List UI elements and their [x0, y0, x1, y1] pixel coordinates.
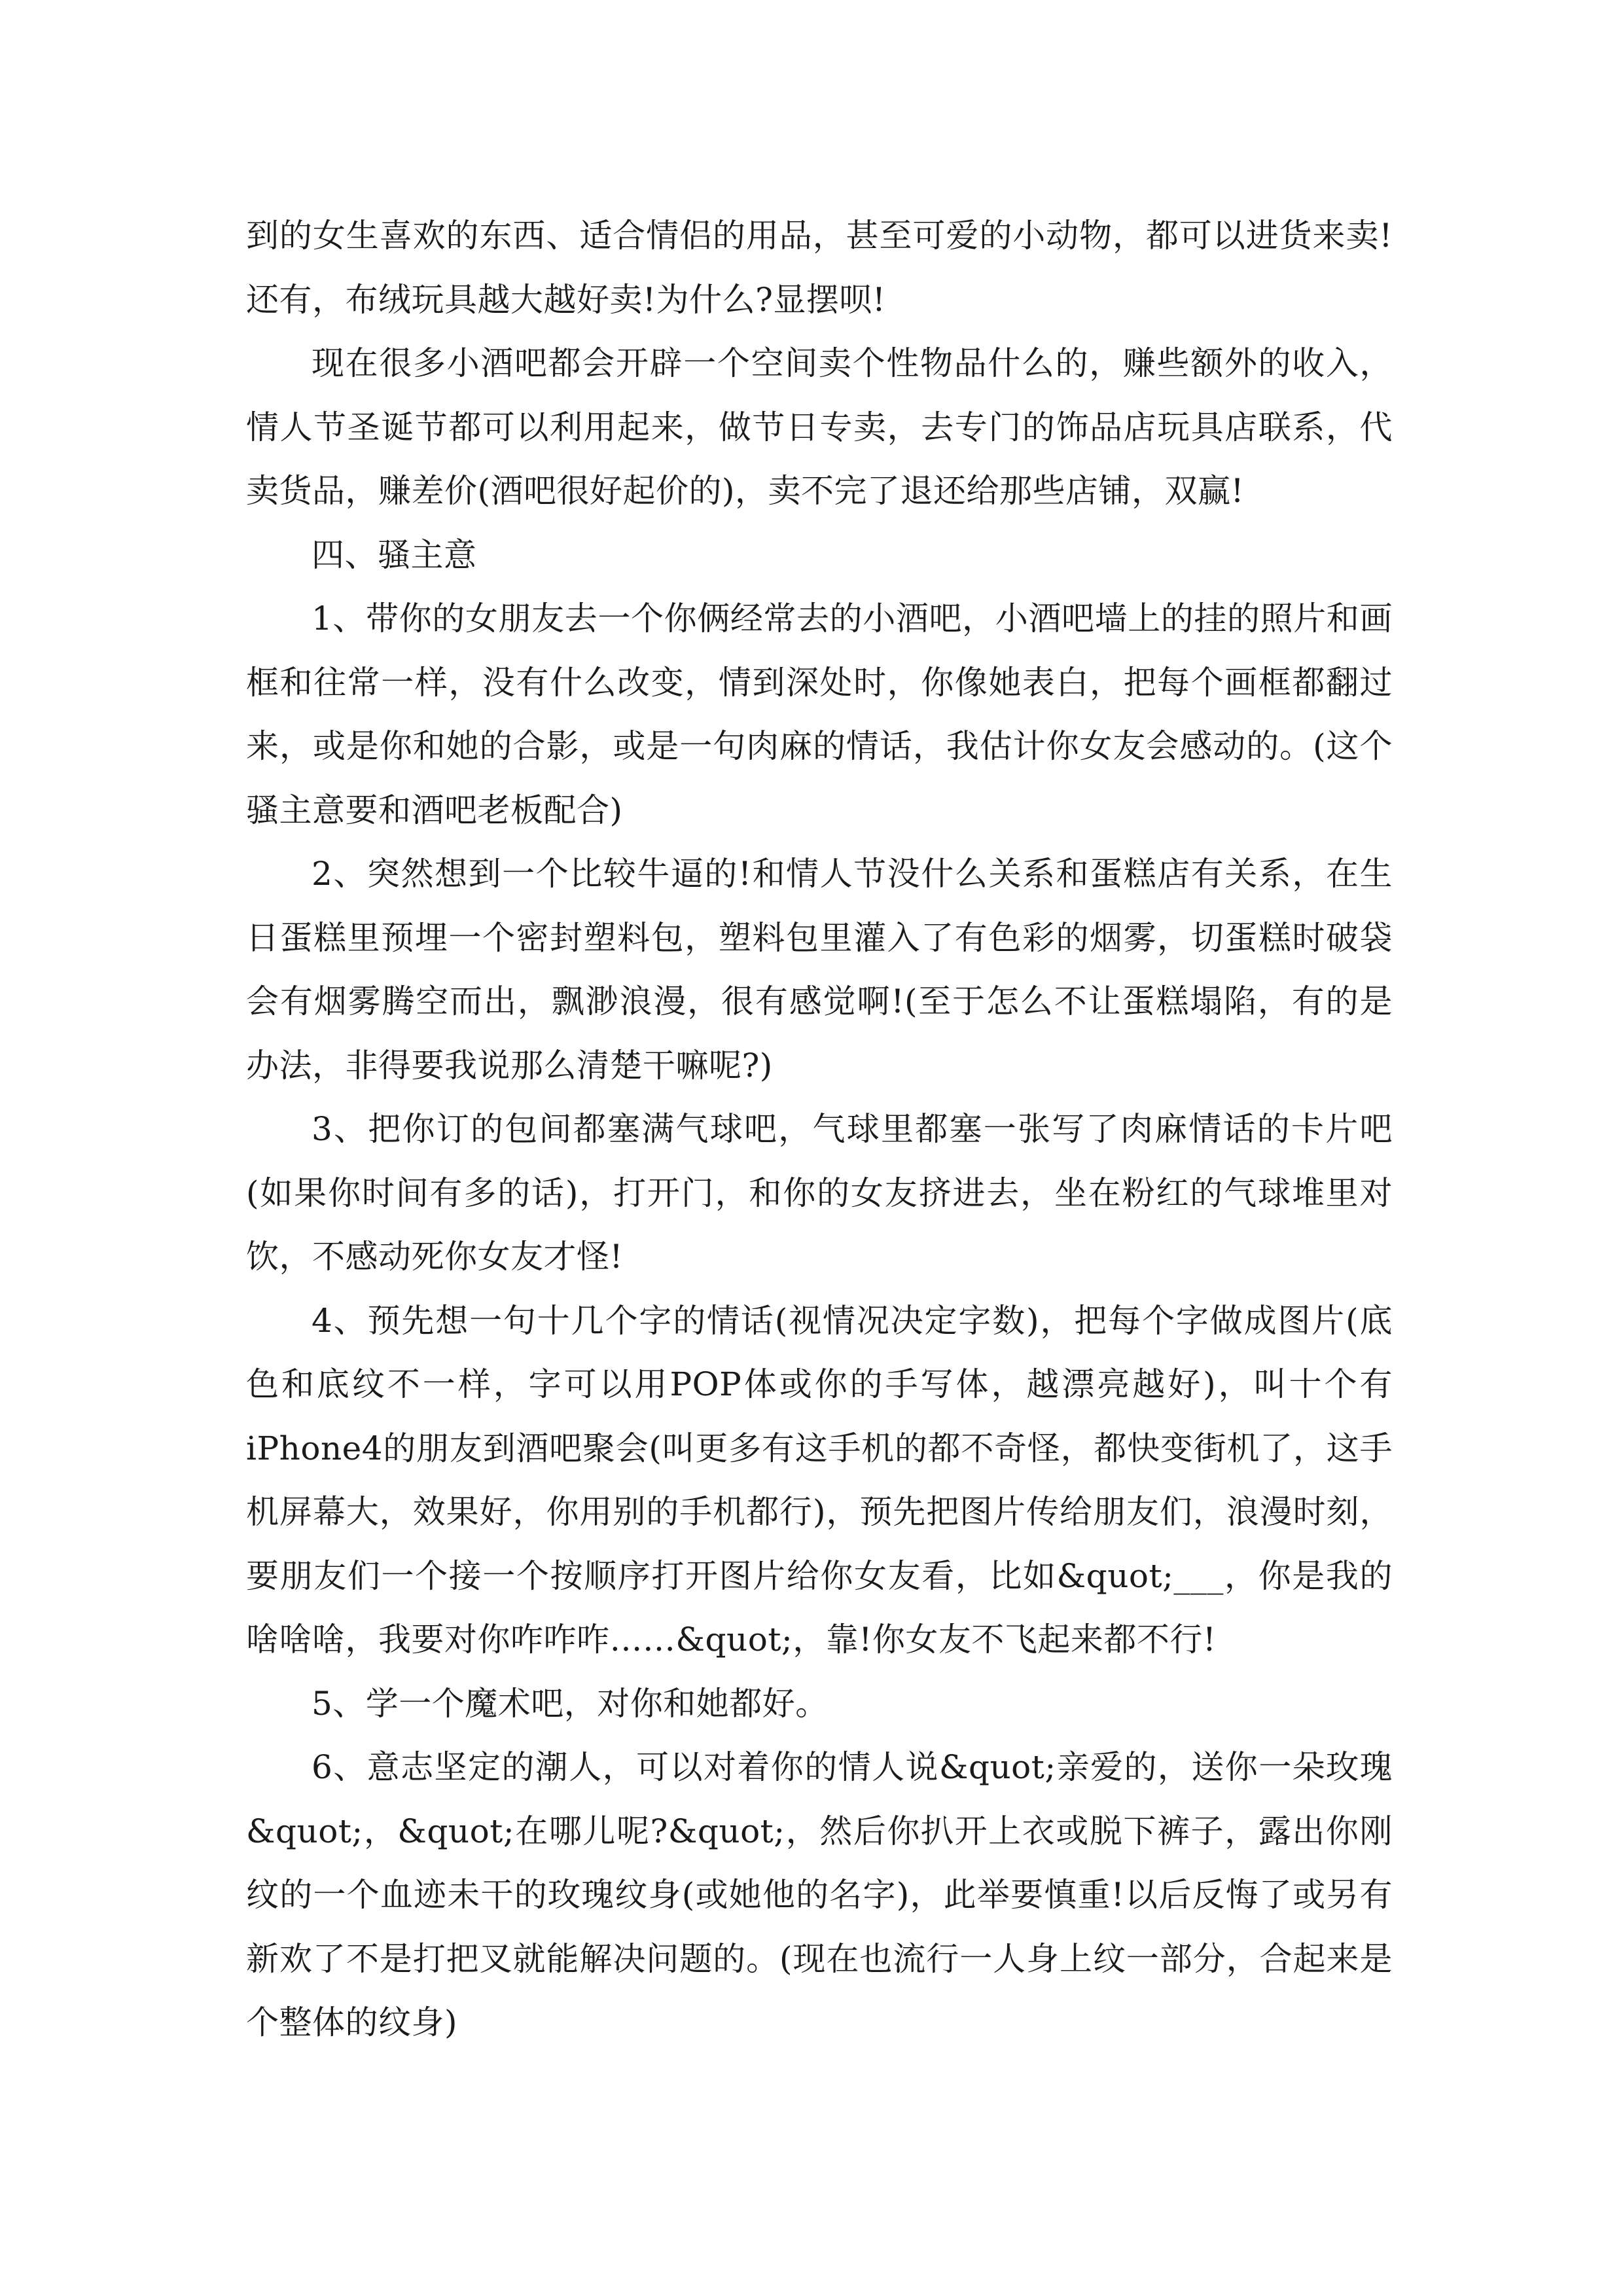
paragraph-continued: 到的女生喜欢的东西、适合情侣的用品，甚至可爱的小动物，都可以进货来卖!还有，布绒玩具越大越好卖!为什么?显摆呗!	[246, 217, 1393, 319]
list-item-3: 3、把你订的包间都塞满气球吧，气球里都塞一张写了肉麻情话的卡片吧(如果你时间有多的话)，打开门，和你的女友挤进去，坐在粉红的气球堆里对饮，不感动死你女友才怪!	[246, 1110, 1393, 1276]
list-item-5: 5、学一个魔术吧，对你和她都好。	[312, 1684, 829, 1723]
list-item-4: 4、预先想一句十几个字的情话(视情况决定字数)，把每个字做成图片(底色和底纹不一样，字可以用POP体或你的手写体，越漂亮越好)，叫十个有iPhone4的朋友到酒吧聚会(叫更多有这手机的都不奇怪，都快变街机了，这手机屏幕大，效果好，你用别的手机都行)，预先把图片传给朋友们，浪漫时刻，要朋友们一个接一个按顺序打开图片给你女友看，比如&quot;___，你是我的啥啥啥，我要对你咋咋咋……&quot;，靠!你女友不飞起来都不行!	[246, 1301, 1393, 1659]
list-item-1: 1、带你的女朋友去一个你俩经常去的小酒吧，小酒吧墙上的挂的照片和画框和往常一样，没有什么改变，情到深处时，你像她表白，把每个画框都翻过来，或是你和她的合影，或是一句肉麻的情话，我估计你女友会感动的。(这个骚主意要和酒吧老板配合)	[246, 600, 1393, 829]
paragraph-bar-merchandise: 现在很多小酒吧都会开辟一个空间卖个性物品什么的，赚些额外的收入，情人节圣诞节都可以利用起来，做节日专卖，去专门的饰品店玩具店联系，代卖货品，赚差价(酒吧很好起价的)，卖不完了退还给那些店铺，双赢!	[246, 344, 1393, 510]
list-item-2: 2、突然想到一个比较牛逼的!和情人节没什么关系和蛋糕店有关系，在生日蛋糕里预埋一个密封塑料包，塑料包里灌入了有色彩的烟雾，切蛋糕时破袋会有烟雾腾空而出，飘渺浪漫，很有感觉啊!(至于怎么不让蛋糕塌陷，有的是办法，非得要我说那么清楚干嘛呢?)	[246, 855, 1393, 1085]
document-body	[246, 204, 1393, 2055]
section-heading: 四、骚主意	[312, 535, 477, 574]
list-item-6: 6、意志坚定的潮人，可以对着你的情人说&quot;亲爱的，送你一朵玫瑰&quot;，&quot;在哪儿呢?&quot;，然后你扒开上衣或脱下裤子，露出你刚纹的一个血迹未干的玫瑰纹身(或她他的名字)，此举要慎重!以后反悔了或另有新欢了不是打把叉就能解决问题的。(现在也流行一人身上纹一部分，合起来是个整体的纹身)	[246, 1748, 1393, 2041]
